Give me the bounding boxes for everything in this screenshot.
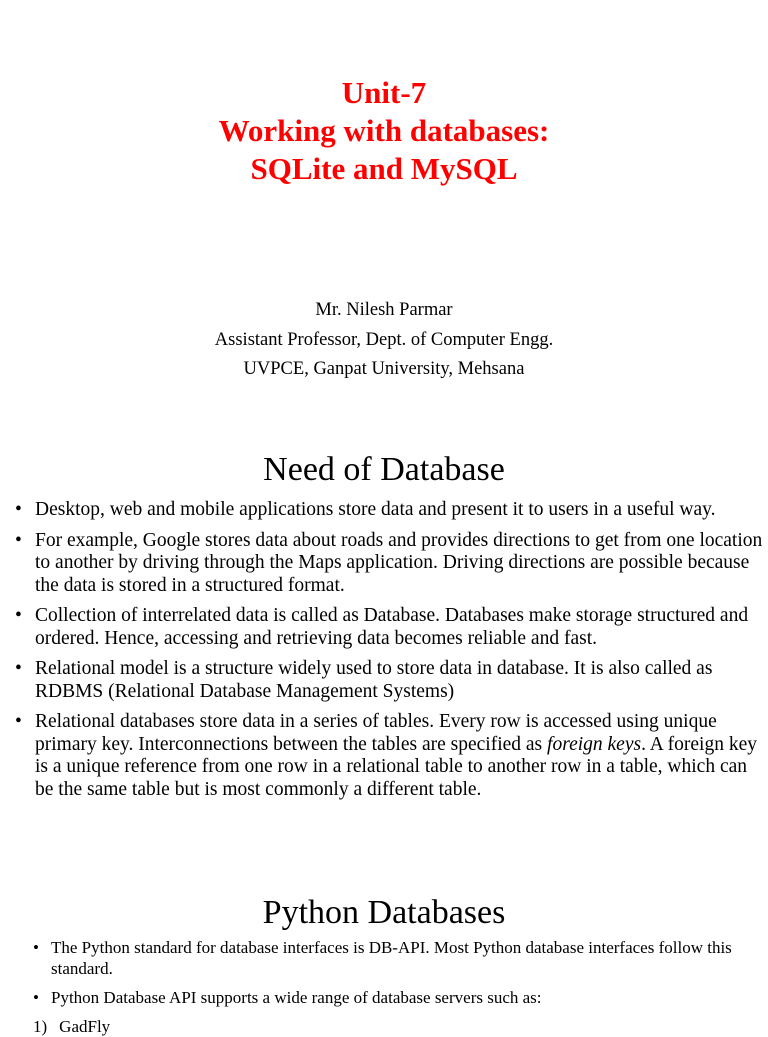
- python-databases-slide: [0, 870, 768, 1036]
- bullet-item: [15, 499, 765, 522]
- bullet-item: [33, 937, 733, 979]
- title-line-subtopic: SQLite and MySQL: [250, 151, 518, 186]
- title-slide: [0, 0, 768, 430]
- bullet-item: [15, 605, 765, 650]
- need-of-database-slide: [0, 430, 768, 870]
- bullet-list: [33, 937, 733, 1016]
- bullet-dot-icon: •: [33, 938, 39, 957]
- item-text: GadFly: [59, 1017, 111, 1036]
- author-name: Mr. Nilesh Parmar: [315, 300, 453, 320]
- bullet-text: Collection of interrelated data is called as Database. Databases make storage structured and ordered. Hence, accessing and retrieving data becomes reliable and fast.: [35, 605, 749, 649]
- bullet-item: [33, 987, 733, 1008]
- bullet-item: [15, 658, 765, 703]
- bullet-text-italic: foreign keys: [547, 733, 642, 755]
- bullet-item: [15, 530, 765, 598]
- bullet-text-part: Relational databases store data in a series of tables. Every row is accessed using unique primary key. Interconnections between the tables are specified as: [35, 711, 717, 755]
- slide-title: [0, 74, 768, 188]
- author-designation: Assistant Professor, Dept. of Computer Engg.: [214, 329, 554, 350]
- bullet-dot-icon: •: [15, 499, 22, 520]
- bullet-text: Python Database API supports a wide range of database servers such as:: [51, 988, 542, 1007]
- bullet-dot-icon: •: [15, 605, 22, 626]
- bullet-item: [15, 711, 765, 801]
- bullet-text-part: . A foreign key is a unique reference from one row in a relational table to another row in a table, which can be the same table but is most commonly a different table.: [35, 733, 757, 800]
- slide-heading: Python Databases: [262, 894, 506, 931]
- bullet-text: For example, Google stores data about roads and provides directions to get from one location to another by driving through the Maps application. Driving directions are possible because the data is stored in a structured format.: [35, 529, 763, 596]
- slide-heading: Need of Database: [263, 451, 505, 488]
- bullet-text: Desktop, web and mobile applications store data and present it to users in a useful way.: [35, 499, 716, 520]
- bullet-text: Relational model is a structure widely used to store data in database. It is also called as RDBMS (Relational Database Management Systems): [35, 658, 713, 702]
- title-line-unit: Unit-7: [341, 75, 427, 110]
- numbered-item: [33, 1016, 110, 1037]
- bullet-list: [15, 499, 765, 809]
- author-affiliation: UVPCE, Ganpat University, Mehsana: [243, 359, 525, 379]
- bullet-dot-icon: •: [15, 658, 22, 679]
- title-line-topic: Working with databases:: [218, 113, 550, 148]
- bullet-dot-icon: •: [15, 529, 22, 551]
- bullet-text: The Python standard for database interfaces is DB-API. Most Python database interfaces follow this standard.: [51, 938, 732, 978]
- bullet-dot-icon: •: [15, 711, 22, 732]
- author-info: [0, 296, 768, 385]
- bullet-dot-icon: •: [33, 988, 39, 1007]
- item-number: 1): [33, 1017, 48, 1036]
